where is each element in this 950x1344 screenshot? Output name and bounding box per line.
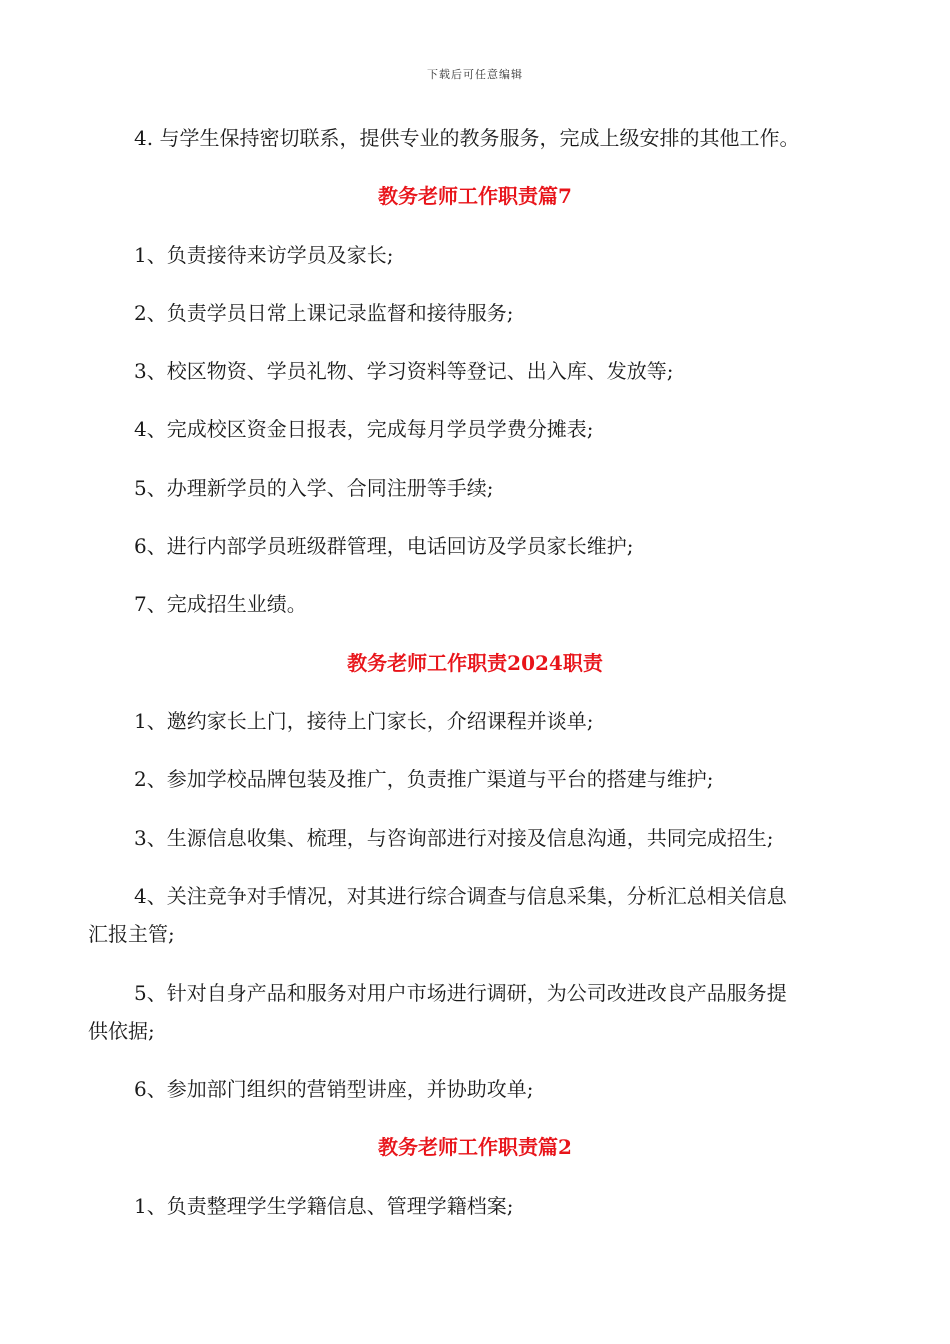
list-item: 5、办理新学员的入学、合同注册等手续; <box>134 476 494 500</box>
section-heading: 教务老师工作职责篇7 <box>378 184 572 208</box>
list-item: 3、生源信息收集、梳理，与咨询部进行对接及信息沟通，共同完成招生; <box>134 826 774 850</box>
list-item: 5、针对自身产品和服务对用户市场进行调研，为公司改进改良产品服务提 <box>134 981 787 1005</box>
list-item-continuation: 汇报主管; <box>88 922 175 946</box>
list-item: 3、校区物资、学员礼物、学习资料等登记、出入库、发放等; <box>134 359 674 383</box>
list-item: 2、负责学员日常上课记录监督和接待服务; <box>134 301 514 325</box>
section-heading: 教务老师工作职责篇2 <box>378 1135 572 1159</box>
list-item: 1、负责接待来访学员及家长; <box>134 243 394 267</box>
page-header: 下载后可任意编辑 <box>427 68 523 81</box>
list-item: 1、邀约家长上门，接待上门家长，介绍课程并谈单; <box>134 709 594 733</box>
list-item: 6、进行内部学员班级群管理，电话回访及学员家长维护; <box>134 534 634 558</box>
paragraph-line: 4. 与学生保持密切联系，提供专业的教务服务，完成上级安排的其他工作。 <box>134 126 800 150</box>
section-heading: 教务老师工作职责2024职责 <box>347 651 603 675</box>
list-item: 6、参加部门组织的营销型讲座，并协助攻单; <box>134 1077 534 1101</box>
list-item: 4、完成校区资金日报表，完成每月学员学费分摊表; <box>134 417 594 441</box>
list-item: 7、完成招生业绩。 <box>134 592 307 616</box>
list-item: 4、关注竞争对手情况，对其进行综合调查与信息采集，分析汇总相关信息 <box>134 884 787 908</box>
list-item: 1、负责整理学生学籍信息、管理学籍档案; <box>134 1194 514 1218</box>
list-item-continuation: 供依据; <box>88 1019 155 1043</box>
list-item: 2、参加学校品牌包装及推广，负责推广渠道与平台的搭建与维护; <box>134 767 714 791</box>
